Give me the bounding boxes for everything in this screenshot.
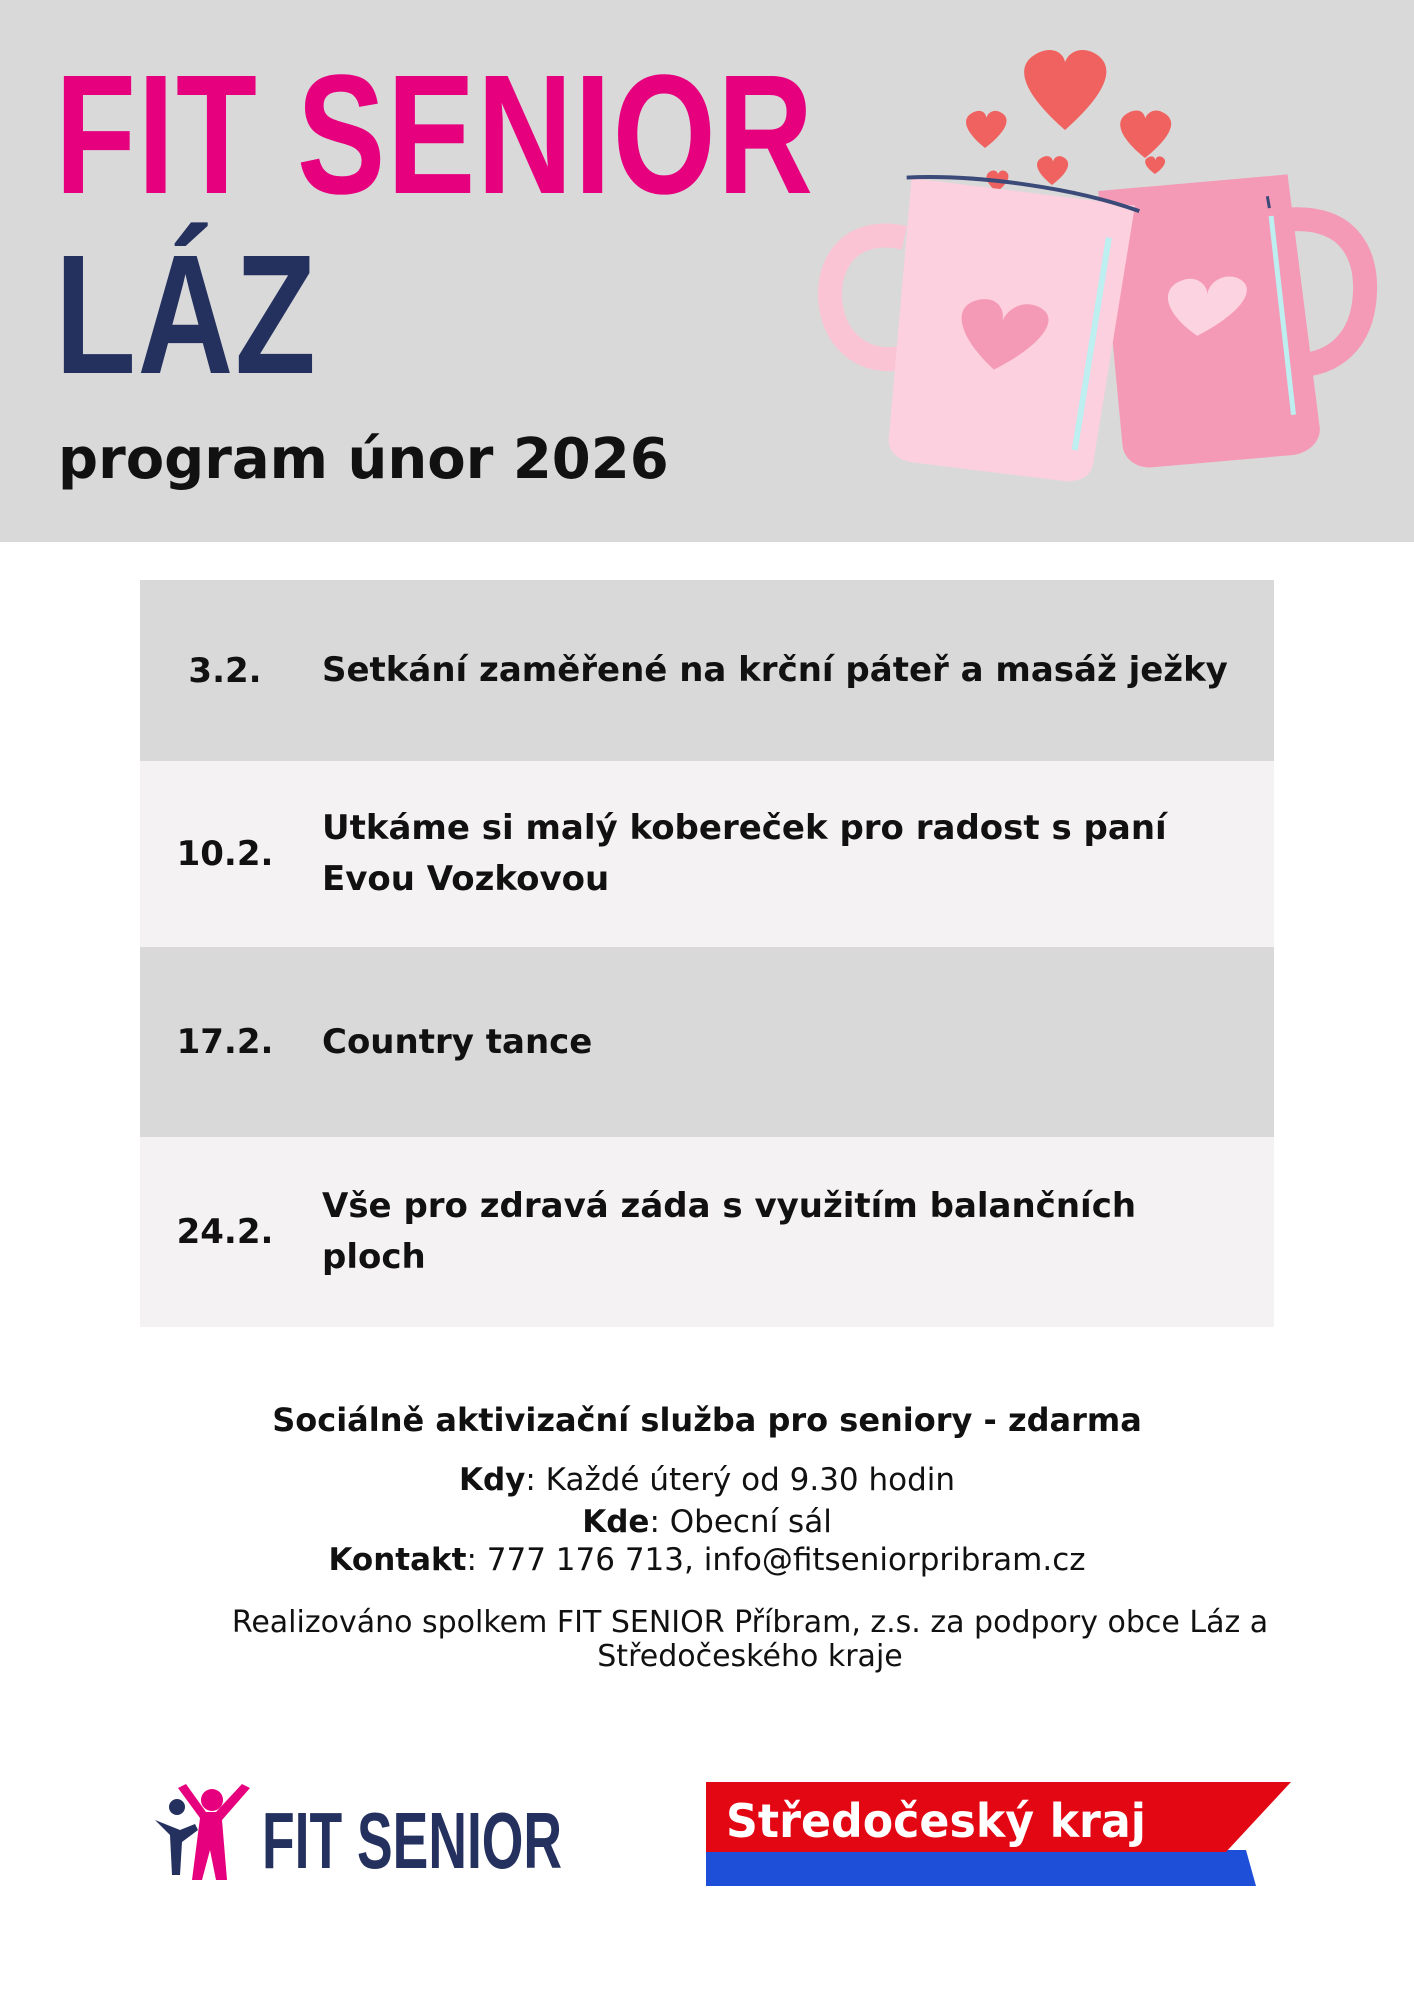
title-laz: LÁZ: [55, 220, 318, 410]
contact-value: : 777 176 713, info@fitseniorpribram.cz: [466, 1542, 1086, 1578]
event-title: Vše pro zdravá záda s využitím balančních ploch: [322, 1186, 1137, 1277]
mugs-with-hearts-icon: [800, 40, 1390, 480]
schedule-row: [140, 761, 1274, 947]
when-value: : Každé úterý od 9.30 hodin: [525, 1462, 956, 1498]
event-title: Setkání zaměřené na krční páteř a masáž ježky: [322, 650, 1228, 690]
where-label: Kde: [582, 1504, 650, 1540]
contact-line: [0, 1540, 1414, 1580]
event-title: Utkáme si malý kobereček pro radost s paní Evou Vozkovou: [322, 808, 1167, 899]
contact-label: Kontakt: [328, 1542, 467, 1578]
schedule-row: [140, 1137, 1274, 1327]
heart-icon: [1120, 111, 1171, 158]
schedule-row: [140, 580, 1274, 761]
event-title: Country tance: [322, 1021, 593, 1062]
schedule-table: [140, 580, 1274, 1327]
where-value: : Obecní sál: [649, 1504, 832, 1540]
event-date: 24.2.: [176, 1212, 274, 1252]
event-date: 10.2.: [176, 834, 274, 874]
where-line: [0, 1502, 1414, 1542]
people-icon: [155, 1784, 250, 1880]
when-label: Kdy: [458, 1462, 526, 1498]
when-line: [0, 1460, 1414, 1500]
service-title: Sociálně aktivizační služba pro seniory - zdarma: [272, 1401, 1142, 1439]
header-banner: [0, 0, 1414, 542]
heart-icon: [1024, 50, 1106, 130]
kraj-logo-text: Středočeský kraj: [726, 1794, 1146, 1848]
stredocesky-kraj-logo: [706, 1782, 1296, 1888]
heart-icon: [1145, 156, 1165, 174]
heart-icon: [1037, 156, 1068, 185]
schedule-row: [140, 947, 1274, 1137]
title-fit-senior: FIT SENIOR: [55, 40, 815, 230]
event-date: 3.2.: [188, 650, 262, 691]
fit-senior-logo: [150, 1780, 570, 1890]
heart-icon: [966, 111, 1007, 148]
event-date: 17.2.: [176, 1022, 274, 1062]
fit-senior-logo-text: FIT SENIOR: [262, 1796, 562, 1885]
realized-note: Realizováno spolkem FIT SENIOR Příbram, z.s. za podpory obce Láz a Středočeského kraje: [231, 1605, 1269, 1674]
program-subtitle: program únor 2026: [58, 427, 669, 492]
kraj-blue-stripe: [706, 1850, 1256, 1886]
